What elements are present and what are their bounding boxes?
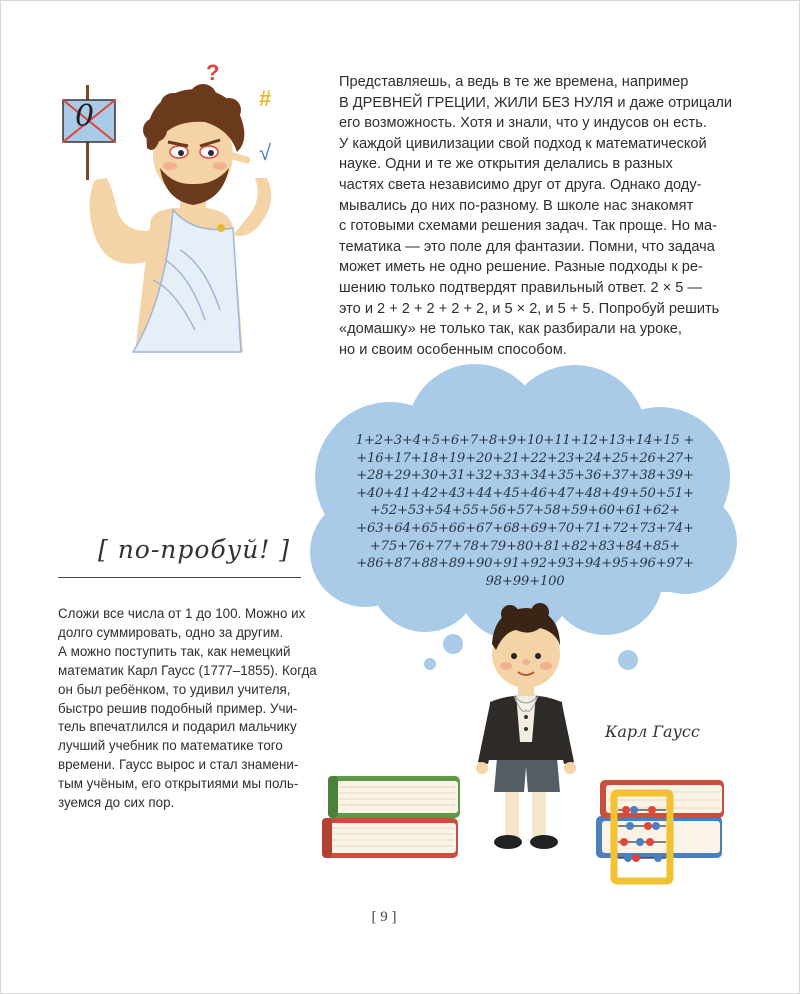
text-line: он был ребёнком, то удивил учителя, xyxy=(58,681,291,697)
text-line: Сложи все числа от 1 до 100. Можно их xyxy=(58,606,306,621)
text-line: тель впечатлился и подарил мальчику xyxy=(58,719,297,735)
books-and-abacus xyxy=(592,778,727,888)
sum-row: 1+2+3+4+5+6+7+8+9+10+11+12+13+14+15 + xyxy=(355,433,695,448)
text-line: математик Карл Гаусс (1777–1855). Когда xyxy=(58,662,317,678)
sum-row: +28+29+30+31+32+33+34+35+36+37+38+39+ xyxy=(356,468,694,484)
text-line: тым учёным, его открытиями мы поль- xyxy=(58,776,299,792)
sum-row: +63+64+65+66+67+68+69+70+71+72+73+74+ xyxy=(356,520,694,536)
text-line: шению только подтвердят правильный ответ. 2 × 5 — xyxy=(339,279,703,296)
sum-row: +16+17+18+19+20+21+22+23+24+25+26+27+ xyxy=(356,450,694,466)
text-line: мывались до них по-разному. В школе нас знакомят xyxy=(339,197,694,214)
try-it-heading: [ по-пробуй! ] xyxy=(98,535,291,564)
hash-symbol: # xyxy=(259,86,272,111)
sum-row: +40+41+42+43+44+45+46+47+48+49+50+51+ xyxy=(356,485,694,501)
text-line: А можно поступить так, как немецкий xyxy=(58,643,291,659)
text-line: У каждой цивилизации свой подход к математической xyxy=(339,135,707,152)
main-paragraph xyxy=(339,72,733,360)
text-line: может иметь не одно решение. Разные подходы к ре- xyxy=(339,259,703,276)
sign-zero-symbol: 0 xyxy=(75,99,95,134)
try-it-divider xyxy=(58,577,301,578)
page-number: [ 9 ] xyxy=(371,909,397,925)
gauss-boy-illustration xyxy=(460,592,595,857)
sum-row: +52+53+54+55+56+57+58+59+60+61+62+ xyxy=(369,503,681,519)
text-line: его возможность. Хотя и знали, что у индусов он есть. xyxy=(339,115,707,132)
text-line: но и своим особенным способом. xyxy=(339,341,567,358)
text-line: времени. Гаусс вырос и стал знамени- xyxy=(58,757,299,773)
text-line: «домашку» не только так, как разбирали на уроке, xyxy=(339,321,682,338)
text-line: Представляешь, а ведь в те же времена, например xyxy=(339,74,689,90)
text-line: В ДРЕВНЕЙ ГРЕЦИИ, ЖИЛИ БЕЗ НУЛЯ и даже отрицали xyxy=(339,94,733,111)
sum-row: +86+87+88+89+90+91+92+93+94+95+96+97+ xyxy=(356,556,694,572)
sum-row: +75+76+77+78+79+80+81+82+83+84+85+ xyxy=(369,538,681,554)
book-stack-left xyxy=(318,770,466,865)
try-it-paragraph xyxy=(58,605,317,813)
root-symbol: √ xyxy=(259,140,272,165)
text-line: с готовыми схемами решения задач. Так проще. Но ма- xyxy=(339,218,717,235)
text-line: науке. Одни и те же открытия делались в разных xyxy=(339,156,673,173)
text-line: это и 2 + 2 + 2 + 2 + 2, и 5 × 2, и 5 + 5. Попробуй решить xyxy=(339,300,720,317)
text-line: зуемся до сих пор. xyxy=(58,795,175,811)
gauss-caption: Карл Гаусс xyxy=(605,722,700,741)
question-mark-symbol: ? xyxy=(206,60,220,85)
sum-row: 98+99+100 xyxy=(485,573,565,589)
text-line: тематика — это поле для фантазии. Помни, что задача xyxy=(339,238,715,255)
text-line: частях света независимо друг от друга. Однако доду- xyxy=(339,176,702,193)
text-line: лучший учебник по математике того xyxy=(58,738,283,754)
text-line: быстро решив подобный пример. Учи- xyxy=(58,700,298,716)
sum-expression xyxy=(330,432,720,590)
text-line: долго суммировать, одно за другим. xyxy=(58,624,284,640)
